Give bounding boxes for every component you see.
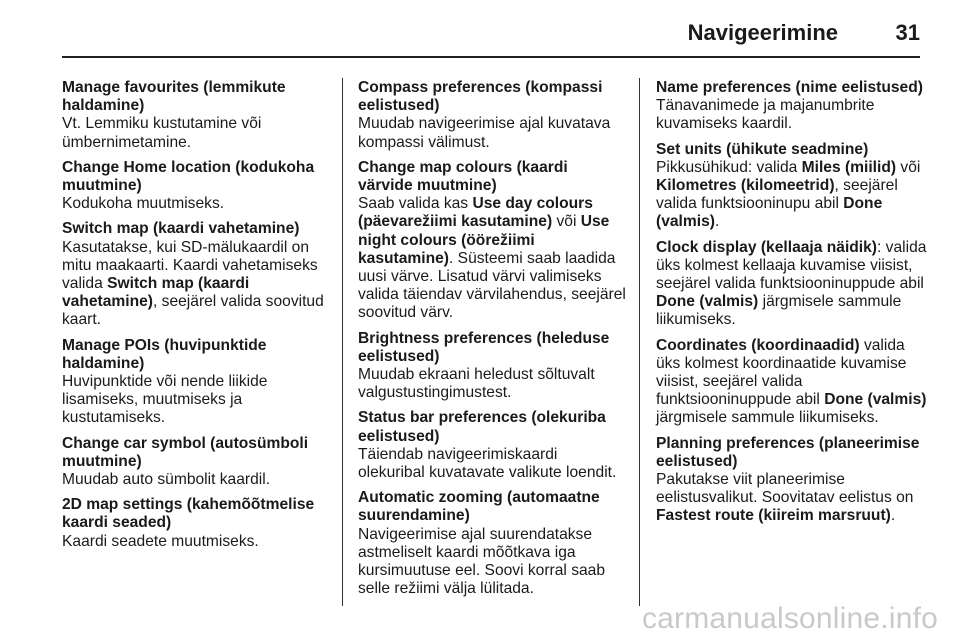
column-3: [656, 79, 930, 533]
entry-text: Huvipunktide või nende liikide lisamiseks, muutmiseks ja kustutamiseks.: [62, 373, 268, 427]
page-header: [62, 18, 920, 58]
column-divider-1: [342, 78, 343, 606]
entry-text-part: või: [896, 158, 921, 176]
entry-title: Brightness preferences (heleduse eelistused): [358, 329, 610, 365]
column-2: [358, 79, 626, 605]
entry-manage-pois: [62, 337, 330, 428]
entry-text-part: Kasutatakse, kui SD-mälukaardil on mitu maakaarti. Kaardi vahetamiseks valida: [62, 238, 318, 293]
entry-bold-term: Use night colours (öörežiimi kasutamine): [358, 213, 610, 267]
entry-bold-term: Kilometres (kilomeetrid): [656, 177, 835, 195]
entry-text-part: järgmisele sammule liikumiseks.: [656, 293, 902, 329]
entry-text-part: Pakutakse viit planeerimise eelistusvalikut. Soovitatav eelistus on: [656, 471, 914, 507]
entry-title: Manage POIs (huvipunktide haldamine): [62, 336, 267, 372]
entry-text: Navigeerimise ajal suurendatakse astmeliselt kaardi mõõtkava iga kursimuutuse eel. Soovi korral saab selle režiimi välja lülitada.: [358, 525, 606, 598]
entry-title: Compass preferences (kompassi eelistused): [358, 79, 603, 115]
entry-title: 2D map settings (kahemõõtmelise kaardi seaded): [62, 496, 315, 532]
entry-text-part: või: [552, 213, 581, 231]
entry-change-car-symbol: [62, 435, 330, 490]
entry-title: Status bar preferences (olekuriba eelistused): [358, 409, 606, 445]
entry-text: [656, 159, 930, 232]
entry-bold-term: Fastest route (kiireim marsruut): [656, 507, 891, 525]
entry-text: [656, 471, 930, 526]
entry-manage-favourites: [62, 79, 330, 152]
entry-lead-term: Clock display (kellaaja näidik): [656, 238, 878, 256]
entry-text: Kodukoha muutmiseks.: [62, 195, 225, 213]
entry-title: Manage favourites (lemmikute haldamine): [62, 79, 286, 115]
entry-planning-preferences: [656, 435, 930, 526]
entry-text: Muudab ekraani heledust sõltuvalt valgustustingimustest.: [358, 366, 595, 402]
entry-text-part: Saab valida kas: [358, 195, 473, 213]
entry-coordinates: [656, 337, 930, 428]
column-divider-2: [639, 78, 640, 606]
entry-bold-term: Done (valmis): [824, 391, 927, 409]
entry-bold-term: Switch map (kaardi vahetamine): [62, 275, 250, 311]
watermark-text: carmanualsonline.info: [641, 602, 938, 635]
entry-text-part: . Süsteemi saab laadida uusi värve. Lisatud värvi valimiseks valida täiendav värvilahendus, seejärel soovitud värv.: [358, 249, 626, 322]
entry-switch-map: [62, 220, 330, 329]
entry-title: Change car symbol (autosümboli muutmine): [62, 434, 309, 470]
entry-text-part: .: [890, 507, 896, 525]
entry-bold-term: Done (valmis): [656, 195, 883, 231]
page-number: 31: [895, 20, 920, 45]
entry-text: [656, 337, 930, 428]
entry-text: [62, 239, 330, 330]
entry-name-preferences: [656, 79, 930, 134]
entry-text-part: Pikkusühikud: valida: [656, 158, 802, 176]
entry-text-part: : valida üks kolmest kellaaja kuvamise viisist, seejärel valida funktsiooninuppude abil: [656, 238, 927, 293]
entry-text-part: , seejärel valida soovitud kaart.: [62, 293, 324, 329]
entry-automatic-zooming: [358, 489, 626, 598]
entry-text-part: , seejärel valida funktsiooninupu abil: [656, 177, 898, 213]
entry-title: Set units (ühikute seadmine): [656, 140, 869, 158]
entry-text: Vt. Lemmiku kustutamine või ümbernimetamine.: [62, 115, 262, 151]
entry-brightness-preferences: [358, 330, 626, 403]
entry-text: Kaardi seadete muutmiseks.: [62, 532, 259, 550]
entry-status-bar-preferences: [358, 409, 626, 482]
entry-bold-term: Use day colours (päevarežiimi kasutamine): [358, 195, 593, 231]
column-1: [62, 79, 330, 558]
entry-set-units: [656, 141, 930, 232]
entry-text: Muudab auto sümbolit kaardil.: [62, 471, 271, 489]
entry-text: Tänavanimede ja majanumbrite kuvamiseks kaardil.: [656, 97, 875, 133]
entry-text: Muudab navigeerimise ajal kuvatava kompassi välimust.: [358, 115, 611, 151]
entry-2d-map-settings: [62, 496, 330, 551]
entry-bold-term: Miles (miilid): [801, 158, 897, 176]
entry-text: [656, 239, 930, 330]
entry-title: Change map colours (kaardi värvide muutmine): [358, 158, 568, 195]
entry-text: Täiendab navigeerimiskaardi olekuribal kuvatavate valikute loendit.: [358, 445, 617, 482]
entry-title: Change Home location (kodukoha muutmine): [62, 158, 315, 195]
entry-text-part: järgmisele sammule liikumiseks.: [656, 409, 879, 427]
entry-compass-preferences: [358, 79, 626, 152]
entry-change-map-colours: [358, 159, 626, 323]
entry-title: Automatic zooming (automaatne suurendamine): [358, 489, 600, 525]
entry-bold-term: Done (valmis): [656, 293, 759, 311]
entry-title: Name preferences (nime eelistused): [656, 79, 923, 96]
entry-title: Planning preferences (planeerimise eelistused): [656, 434, 920, 470]
entry-lead-term: Coordinates (koordinaadid): [656, 336, 860, 354]
header-rule: [62, 56, 920, 58]
page-title: Navigeerimine: [687, 20, 838, 45]
entry-text: [358, 195, 626, 322]
entry-clock-display: [656, 239, 930, 330]
entry-title: Switch map (kaardi vahetamine): [62, 220, 300, 238]
entry-text-part: .: [714, 213, 720, 231]
entry-text-part: valida üks kolmest koordinaatide kuvamise viisist, seejärel valida funktsiooninuppude abil: [656, 336, 907, 409]
entry-change-home-location: [62, 159, 330, 214]
